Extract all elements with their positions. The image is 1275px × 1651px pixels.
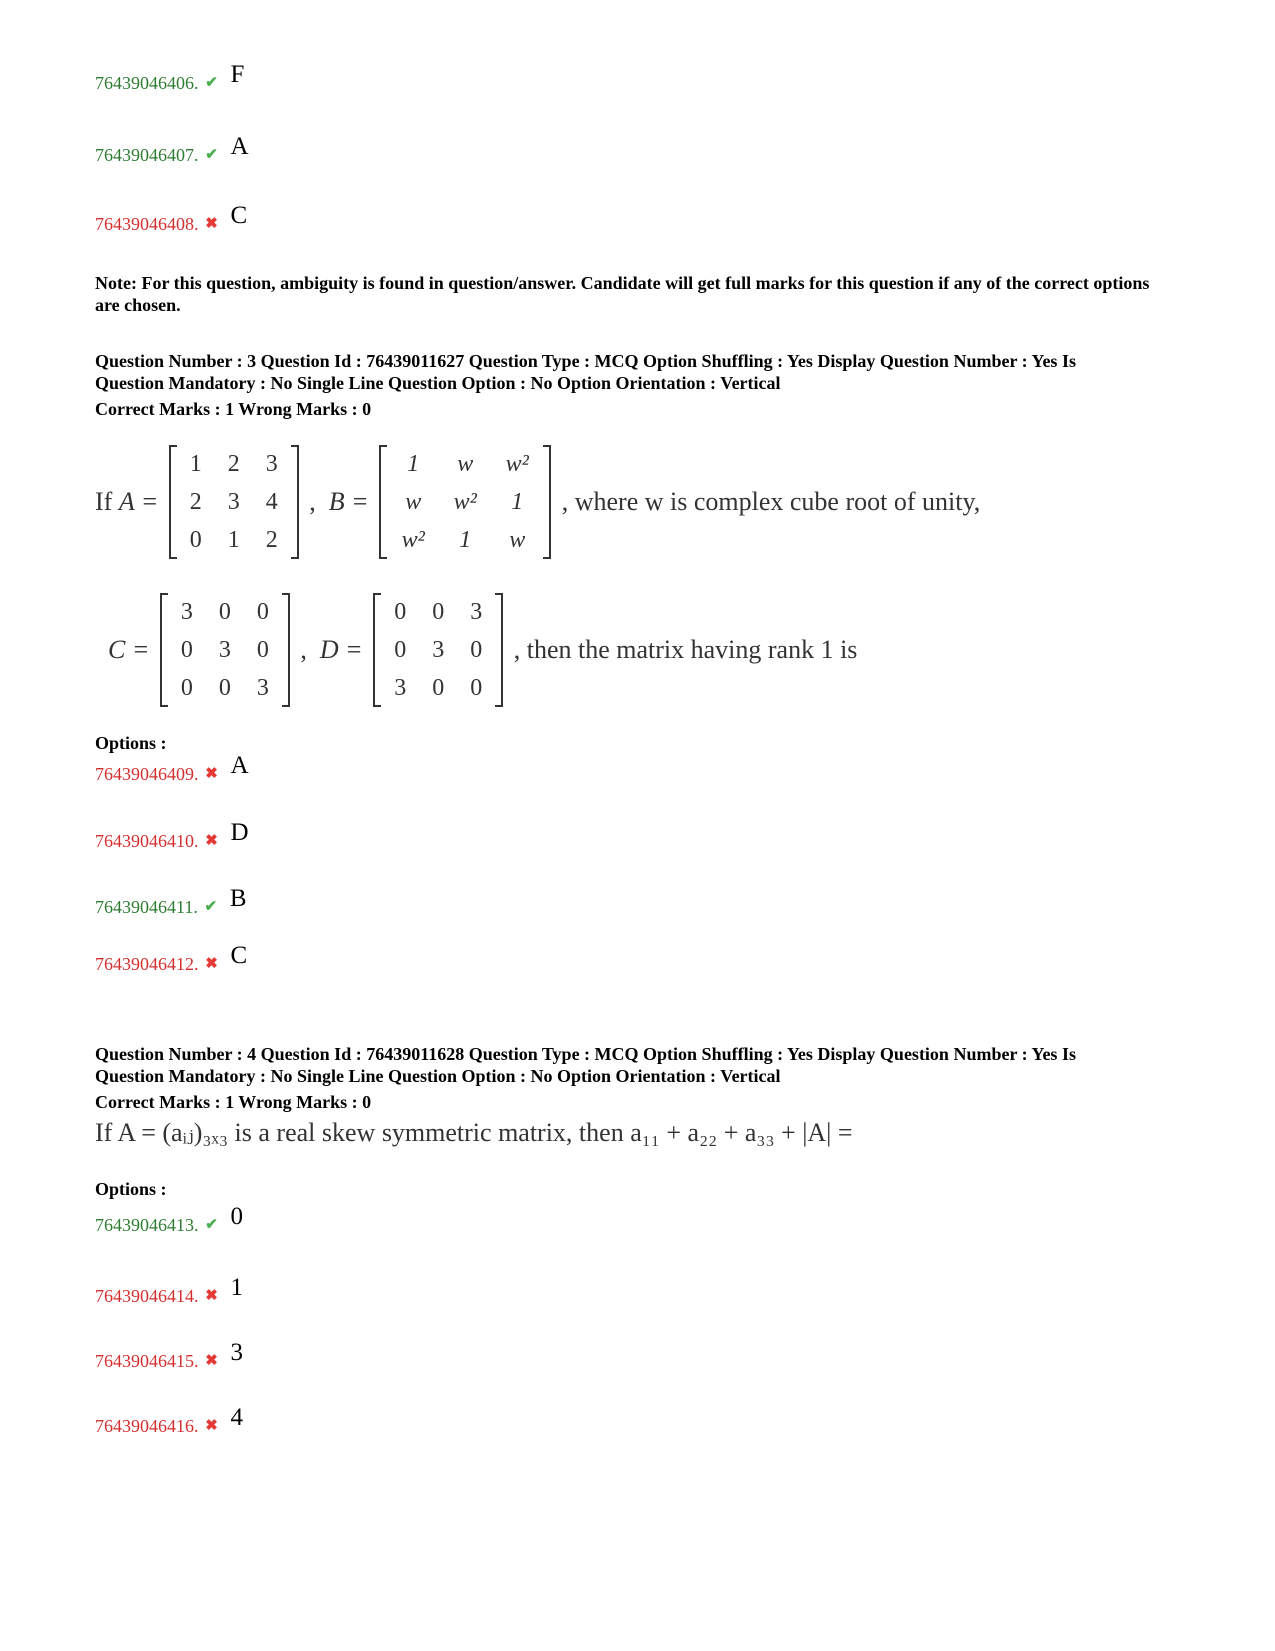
option-76439046408 [95,203,247,235]
option-answer: A [230,133,249,160]
option-id: 76439046415. [95,1351,199,1371]
option-76439046409 [95,753,249,785]
cell: 1 [459,526,472,553]
option-76439046411 [95,886,247,918]
cross-icon: ✖ [205,1418,218,1434]
q3-question-line2: C = 3 0 0 0 3 0 0 0 3 , D = 0 0 3 0 3 0 3 0 0 , then the matrix having rank 1 is [108,593,857,707]
option-76439046415 [95,1340,243,1372]
cell: 1 [227,526,240,553]
cell: 3 [256,674,269,701]
cell: 3 [218,636,231,663]
q4-options-label: Options : [95,1179,167,1199]
cell: 3 [180,598,193,625]
option-76439046412 [95,943,247,975]
cell: 2 [227,450,240,477]
cell: w [509,526,526,553]
option-id: 76439046414. [95,1286,199,1306]
cell: 0 [218,598,231,625]
option-answer: 0 [230,1203,243,1230]
cell: w [457,450,474,477]
cross-icon: ✖ [205,1288,218,1304]
cross-icon: ✖ [205,766,218,782]
q3-options-label: Options : [95,733,167,753]
option-id: 76439046406. [95,73,199,93]
option-answer: 3 [230,1339,243,1366]
q4-question: If A = (aᵢⱼ)₃ₓ₃ is a real skew symmetric matrix, then a₁₁ + a₂₂ + a₃₃ + |A| = [95,1118,853,1147]
q3-header-line1: Question Number : 3 Question Id : 76439011627 Question Type : MCQ Option Shuffling : Yes Display Question Number : Yes Is [95,351,1076,371]
cell: 0 [256,598,269,625]
check-icon: ✔ [205,75,218,91]
cell: 3 [394,674,407,701]
matrix-c-label: C = [108,635,150,664]
option-76439046414 [95,1275,243,1307]
cell: 3 [432,636,445,663]
cell: 1 [189,450,202,477]
matrix-a [169,445,299,559]
cell: 0 [470,636,483,663]
option-answer: B [229,885,247,912]
matrix-b [379,445,551,559]
option-answer: C [230,202,248,229]
option-answer: 4 [230,1404,243,1431]
q4-marks: Correct Marks : 1 Wrong Marks : 0 [95,1092,372,1112]
cell: 0 [394,598,407,625]
where-text: , where w is complex cube root of unity, [561,487,981,516]
cell: w² [453,488,477,515]
option-76439046406 [95,62,244,94]
check-icon: ✔ [205,1217,218,1233]
cell: 0 [256,636,269,663]
option-76439046416 [95,1405,243,1437]
cell: 0 [432,598,445,625]
matrix-b-label: B = [328,487,369,516]
if-text: If [95,487,113,516]
option-id: 76439046410. [95,831,199,851]
cell: 0 [180,674,193,701]
option-answer: 1 [230,1274,243,1301]
cell: 4 [265,488,278,515]
q3-header [95,350,1175,420]
option-76439046410 [95,820,249,852]
q4-header [95,1043,1175,1113]
option-id: 76439046416. [95,1416,199,1436]
q4-header-line2: Question Mandatory : No Single Line Question Option : No Option Orientation : Vertical [95,1066,781,1086]
option-76439046413 [95,1204,243,1236]
cell: 0 [432,674,445,701]
matrix-c [160,593,290,707]
matrix-a-label: A = [118,487,159,516]
cell: 3 [265,450,278,477]
q3-question-line1: If A = 1 2 3 2 3 4 0 1 2 , B = 1 w w² w w² 1 w² 1 w , where w is complex cube root of unity, [95,445,980,559]
ambiguity-note: Note: For this question, ambiguity is found in question/answer. Candidate will get full marks for this question if any of the correct options are chosen. [95,273,1150,315]
option-id: 76439046412. [95,954,199,974]
cell: w [405,488,422,515]
cell: 0 [189,526,202,553]
option-id: 76439046407. [95,145,199,165]
q4-header-line1: Question Number : 4 Question Id : 76439011628 Question Type : MCQ Option Shuffling : Yes Display Question Number : Yes Is [95,1044,1076,1064]
option-id: 76439046408. [95,214,199,234]
cell: 0 [218,674,231,701]
option-id: 76439046411. [95,897,198,917]
option-answer: A [230,752,249,779]
cell: 0 [394,636,407,663]
option-id: 76439046409. [95,764,199,784]
q3-header-line2: Question Mandatory : No Single Line Question Option : No Option Orientation : Vertical [95,373,781,393]
check-icon: ✔ [205,147,218,163]
option-answer: C [230,942,248,969]
option-id: 76439046413. [95,1215,199,1235]
cell: w² [401,526,425,553]
cell: w² [505,450,529,477]
cross-icon: ✖ [205,216,218,232]
then-text: , then the matrix having rank 1 is [513,635,858,664]
cell: 0 [470,674,483,701]
cell: 2 [265,526,278,553]
cell: 2 [189,488,202,515]
q3-marks: Correct Marks : 1 Wrong Marks : 0 [95,399,372,419]
matrix-d-label: D = [319,635,363,664]
cell: 3 [470,598,483,625]
cross-icon: ✖ [205,956,218,972]
cell: 1 [511,488,524,515]
check-icon: ✔ [204,899,218,915]
cell: 1 [407,450,420,477]
cross-icon: ✖ [205,1353,218,1369]
cell: 0 [180,636,193,663]
option-answer: D [230,819,249,846]
cross-icon: ✖ [205,833,218,849]
option-76439046407 [95,134,249,166]
cell: 3 [227,488,240,515]
option-answer: F [230,61,245,88]
matrix-d [373,593,503,707]
